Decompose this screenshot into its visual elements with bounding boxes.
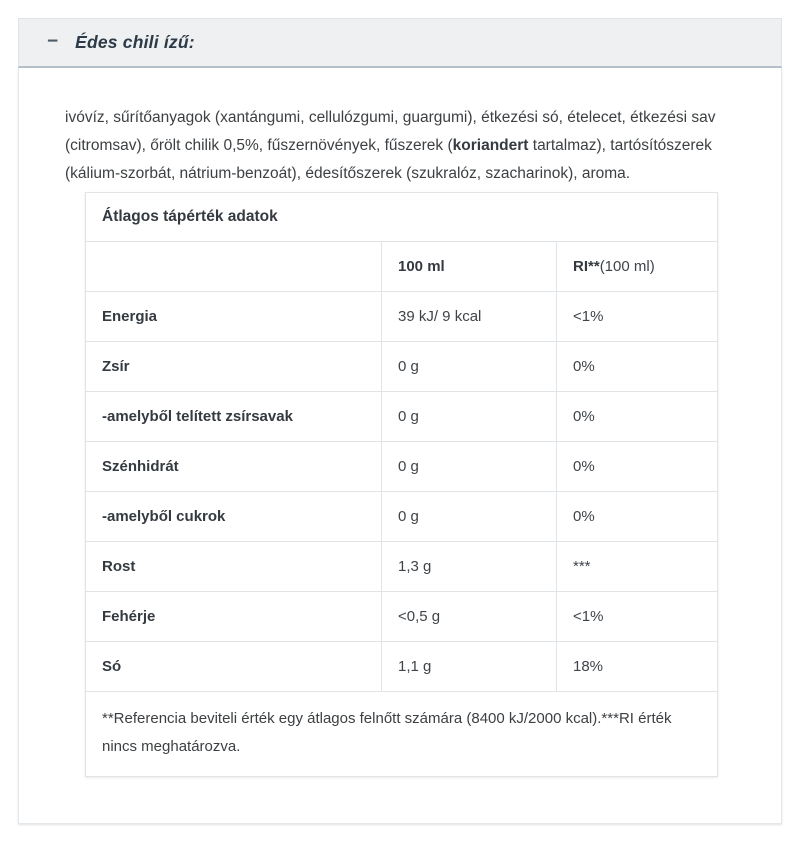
ingredients-text-after: tartalmaz), tartósítószerek (kálium-szorbát, nátrium-benzoát), édesítőszerek (szukralóz, szacharinok), aroma.: [65, 137, 712, 182]
row-ri-value: <1%: [557, 292, 718, 342]
table-row: [86, 392, 718, 442]
accordion-panel: [18, 68, 782, 824]
row-per100-value: 1,1 g: [382, 642, 557, 692]
header-ri-bold: RI**: [573, 258, 600, 275]
accordion-header-edes-chili[interactable]: [18, 18, 782, 68]
collapse-minus-icon: −: [47, 31, 59, 52]
row-per100-value: 0 g: [382, 342, 557, 392]
ingredients-text-before: ivóvíz, sűrítőanyagok (xantángumi, cellulózgumi, guargumi), étkezési só, ételecet, étkezési sav (citromsav), őrölt chilik 0,5%, fűszernövények, fűszerek (: [65, 109, 716, 154]
table-row: [86, 642, 718, 692]
row-ri-value: 18%: [557, 642, 718, 692]
table-header-row: [86, 242, 718, 292]
accordion-title: Édes chili ízű:: [75, 32, 195, 52]
header-ri-rest: (100 ml): [599, 258, 655, 275]
row-per100-value: 0 g: [382, 392, 557, 442]
row-label: -amelyből cukrok: [86, 492, 382, 542]
header-empty-cell: [86, 242, 382, 292]
nutrition-table: [85, 192, 718, 777]
row-label: -amelyből telített zsírsavak: [86, 392, 382, 442]
row-per100-value: 0 g: [382, 442, 557, 492]
row-ri-value: 0%: [557, 442, 718, 492]
row-per100-value: 1,3 g: [382, 542, 557, 592]
row-ri-value: 0%: [557, 392, 718, 442]
table-footnote-row: [86, 692, 718, 777]
table-row: [86, 342, 718, 392]
row-per100-value: 39 kJ/ 9 kcal: [382, 292, 557, 342]
flavor-section: [18, 18, 782, 824]
table-row: [86, 442, 718, 492]
header-ri-cell: [557, 242, 718, 292]
row-label: Energia: [86, 292, 382, 342]
row-ri-value: <1%: [557, 592, 718, 642]
table-row: [86, 292, 718, 342]
row-label: Szénhidrát: [86, 442, 382, 492]
table-caption-row: [86, 193, 718, 242]
table-row: [86, 542, 718, 592]
row-label: Só: [86, 642, 382, 692]
table-row: [86, 492, 718, 542]
table-footnote: **Referencia beviteli érték egy átlagos felnőtt számára (8400 kJ/2000 kcal).***RI érték nincs meghatározva.: [86, 692, 718, 777]
ingredients-paragraph: [65, 104, 735, 188]
row-label: Zsír: [86, 342, 382, 392]
header-amount-cell: 100 ml: [382, 242, 557, 292]
row-ri-value: 0%: [557, 342, 718, 392]
row-per100-value: <0,5 g: [382, 592, 557, 642]
ingredients-allergen-bold: koriandert: [452, 137, 529, 154]
row-per100-value: 0 g: [382, 492, 557, 542]
row-ri-value: ***: [557, 542, 718, 592]
table-caption: Átlagos tápérték adatok: [86, 193, 718, 242]
row-label: Fehérje: [86, 592, 382, 642]
nutrition-table-body: [86, 193, 718, 777]
row-label: Rost: [86, 542, 382, 592]
table-row: [86, 592, 718, 642]
row-ri-value: 0%: [557, 492, 718, 542]
